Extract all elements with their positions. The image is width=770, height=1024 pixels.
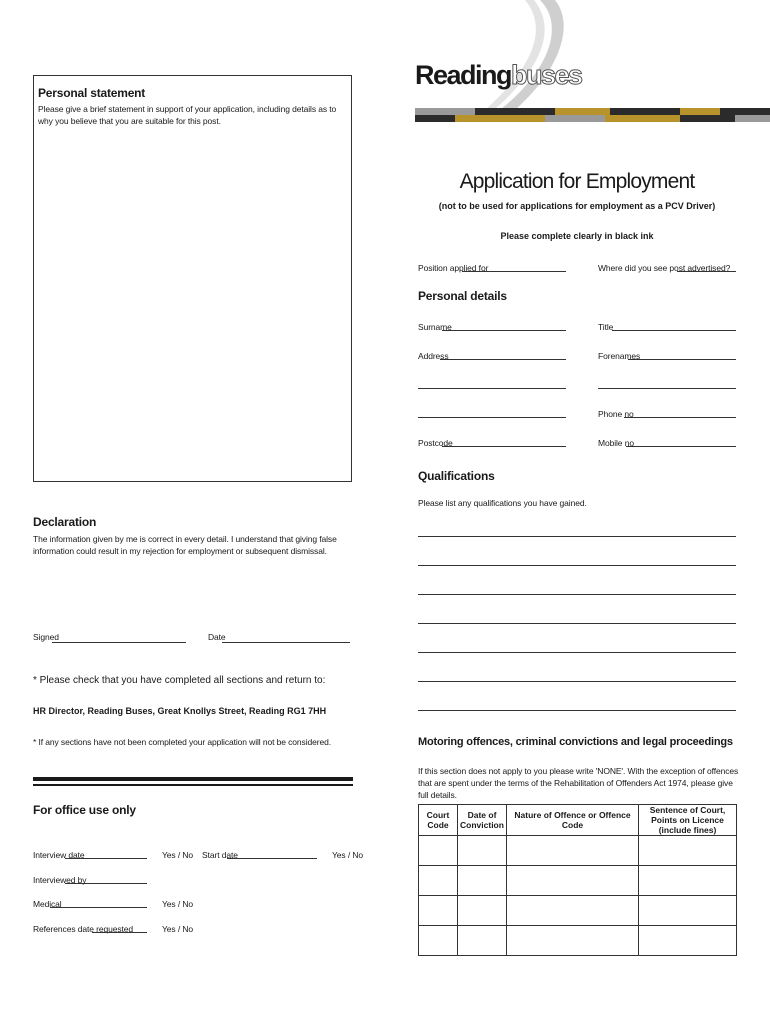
surname-field[interactable] xyxy=(442,330,566,331)
interview-date-field[interactable] xyxy=(65,858,147,859)
personal-statement-heading: Personal statement xyxy=(38,86,146,100)
address-field-2[interactable] xyxy=(418,388,566,389)
ink-note: Please complete clearly in black ink xyxy=(500,231,654,241)
address-label: Address xyxy=(418,351,449,361)
qualification-line[interactable] xyxy=(418,594,736,595)
qualification-line[interactable] xyxy=(418,681,736,682)
table-row xyxy=(419,896,737,926)
table-cell[interactable] xyxy=(507,836,639,866)
qualification-line[interactable] xyxy=(418,623,736,624)
personal-details-heading: Personal details xyxy=(418,289,507,303)
mobile-label: Mobile no xyxy=(598,438,634,448)
table-cell[interactable] xyxy=(458,866,507,896)
personal-statement-box[interactable] xyxy=(33,75,352,482)
address-field-3[interactable] xyxy=(598,388,736,389)
table-cell[interactable] xyxy=(458,836,507,866)
start-yes-no[interactable]: Yes / No xyxy=(332,850,364,860)
double-rule xyxy=(33,777,353,781)
incomplete-warning: * If any sections have not been completed your application will not be considered. xyxy=(33,737,331,747)
position-field[interactable] xyxy=(462,271,566,272)
medical-field[interactable] xyxy=(50,907,147,908)
qualification-line[interactable] xyxy=(418,565,736,566)
table-cell[interactable] xyxy=(458,926,507,956)
address-field-1[interactable] xyxy=(440,359,566,360)
table-cell[interactable] xyxy=(419,896,458,926)
logo-word-buses: buses xyxy=(511,60,582,90)
qualification-line[interactable] xyxy=(418,710,736,711)
column-nature-of-offence: Nature of Offence or Offence Code xyxy=(507,805,639,836)
offences-header-row xyxy=(419,805,737,836)
qualifications-instructions: Please list any qualifications you have gained. xyxy=(418,498,587,508)
title-label: Title xyxy=(598,322,614,332)
qualification-line[interactable] xyxy=(418,536,736,537)
table-cell[interactable] xyxy=(419,926,458,956)
table-cell[interactable] xyxy=(639,926,737,956)
table-cell[interactable] xyxy=(507,866,639,896)
start-date-field[interactable] xyxy=(227,858,317,859)
title-field[interactable] xyxy=(612,330,736,331)
table-cell[interactable] xyxy=(419,866,458,896)
column-sentence: Sentence of Court, Points on Licence (include fines) xyxy=(639,805,737,836)
mobile-field[interactable] xyxy=(626,446,736,447)
declaration-text: The information given by me is correct in every detail. I understand that giving false information could result in my rejection for employment or subsequent dismissal. xyxy=(33,534,337,556)
motoring-instructions: If this section does not apply to you please write 'NONE'. With the exception of offences that are spent under the terms of the Rehabilitation of Offenders Act 1974, please give full details. xyxy=(418,766,739,800)
office-use-heading: For office use only xyxy=(33,803,136,817)
medical-label: Medical xyxy=(33,899,62,909)
table-cell[interactable] xyxy=(419,836,458,866)
forenames-label: Forenames xyxy=(598,351,641,361)
address-field-4[interactable] xyxy=(418,417,566,418)
declaration-date-label: Date xyxy=(208,632,226,642)
offences-table xyxy=(418,804,737,956)
return-address: HR Director, Reading Buses, Great Knollys Street, Reading RG1 7HH xyxy=(33,706,327,716)
position-label: Position applied for xyxy=(418,263,489,273)
table-row xyxy=(419,866,737,896)
forenames-field[interactable] xyxy=(628,359,736,360)
check-sections-text: * Please check that you have completed all sections and return to: xyxy=(33,675,326,686)
declaration-heading: Declaration xyxy=(33,515,97,529)
interviewed-by-field[interactable] xyxy=(65,883,147,884)
references-label: References date requested xyxy=(33,924,134,934)
qualifications-heading: Qualifications xyxy=(418,469,495,483)
advertised-label: Where did you see post advertised? xyxy=(598,263,731,273)
personal-statement-instructions: Please give a brief statement in support of your application, including details as to why you believe that you are suitable for this post. xyxy=(38,104,337,126)
postcode-label: Postcode xyxy=(418,438,453,448)
postcode-field[interactable] xyxy=(442,446,566,447)
qualification-line[interactable] xyxy=(418,652,736,653)
interview-date-label: Interview date xyxy=(33,850,85,860)
surname-label: Surname xyxy=(418,322,452,332)
interview-yes-no[interactable]: Yes / No xyxy=(162,850,194,860)
phone-field[interactable] xyxy=(624,417,736,418)
signed-label: Signed xyxy=(33,632,59,642)
declaration-date-field[interactable] xyxy=(222,642,350,643)
logo-word-reading: Reading xyxy=(415,60,512,90)
table-cell[interactable] xyxy=(639,866,737,896)
form-subtitle: (not to be used for applications for employment as a PCV Driver) xyxy=(438,201,716,211)
motoring-heading: Motoring offences, criminal convictions and legal proceedings xyxy=(418,736,733,748)
table-cell[interactable] xyxy=(507,896,639,926)
column-court-code: Court Code xyxy=(419,805,458,836)
table-cell[interactable] xyxy=(507,926,639,956)
table-row xyxy=(419,926,737,956)
double-rule-lower xyxy=(33,784,353,786)
table-row xyxy=(419,836,737,866)
column-date-of-conviction: Date of Conviction xyxy=(458,805,507,836)
medical-yes-no[interactable]: Yes / No xyxy=(162,899,194,909)
table-cell[interactable] xyxy=(639,896,737,926)
phone-label: Phone no xyxy=(598,409,634,419)
signed-field[interactable] xyxy=(52,642,186,643)
advertised-field[interactable] xyxy=(677,271,736,272)
table-cell[interactable] xyxy=(458,896,507,926)
references-yes-no[interactable]: Yes / No xyxy=(162,924,194,934)
interviewed-by-label: Interviewed by xyxy=(33,875,87,885)
start-date-label: Start date xyxy=(202,850,238,860)
form-title: Application for Employment xyxy=(459,170,695,193)
reading-buses-logo xyxy=(415,60,582,90)
table-cell[interactable] xyxy=(639,836,737,866)
brand-stripe xyxy=(415,108,770,122)
swoosh-graphic xyxy=(470,0,590,110)
references-field[interactable] xyxy=(92,932,147,933)
